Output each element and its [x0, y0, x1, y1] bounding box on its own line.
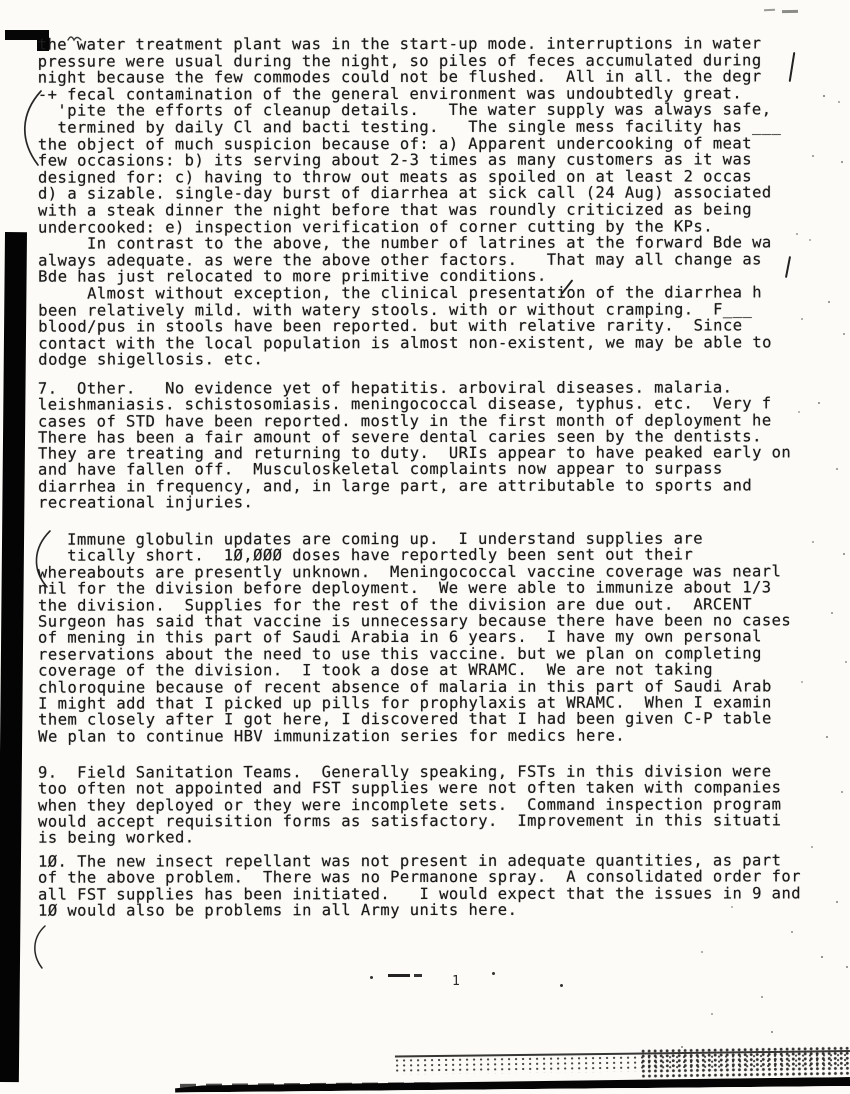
scan-noise-dash-icon [764, 9, 775, 11]
scan-dot-icon [492, 972, 495, 975]
paragraph-7-other: 7. Other. No evidence yet of hepatitis. arboviral diseases. malaria. leishmaniasis. schistosomiasis. meningococcal disease, typhus. etc. Very f cases of STD have been reported. mostly in the first month of deployment he There has been a fair amount of severe dental caries seen by the dentists. They are treating and returning to duty. URIs appear to have peaked early on and have fallen off. Musculoskeletal complaints now appear to surpass diarrhea in frequency, and, in large part, are attributable to sports and recreational injuries. [37, 378, 792, 512]
scan-dot-icon [560, 984, 563, 987]
footer-dash-mark [414, 974, 422, 977]
pen-mark-icon [785, 256, 791, 278]
scan-dot-icon [370, 976, 373, 979]
scan-speckle-noise [0, 0, 2, 2]
scan-noise-dash-icon [782, 10, 798, 13]
paragraph-9-field-sanitation: 9. Field Sanitation Teams. Generally speaking, FSTs in this division were too often not appointed and FST supplies were not often taken with companies when they deployed or they were incomplete sets. Command inspection program would accept requisition forms as satisfactory. Improvement in this situati is being worked. [37, 762, 782, 847]
bottom-scan-noise-band-dense [640, 1046, 850, 1079]
page-number: 1 [452, 974, 460, 989]
footer-dash-mark [388, 974, 410, 977]
left-edge-scan-bar [0, 232, 27, 1082]
paragraph-8-immune-globulin: Immune globulin updates are coming up. I understand supplies are tically short. 1Ø,ØØØ doses have reportedly been sent out their whereabouts are presently unknown. Meningococcal vaccine coverage was nearl nil for the division before deployment. We were able to immunize about 1/3 the division. Supplies for the rest of the division are due out. ARCENT Surgeon has said that vaccine is unnecessary because there have been no cases of mening in this part of Saudi Arabia in 6 years. I have my own personal reservations about the need to use this vaccine. but we plan on completing coverage of the division. I took a dose at WRAMC. We are not taking chloroquine because of recent absence of malaria in this part of Saudi Arab I might add that I picked up pills for prophylaxis at WRAMC. When I examin them closely after I got here, I discovered that I had been given C-P table We plan to continue HBV immunization series for medics here. [37, 529, 792, 746]
pen-mark-icon [789, 52, 796, 82]
paragraph-water-treatment: the water treatment plant was in the start-up mode. interruptions in water pressure were usual during the night, so piles of feces accumulated during night because the few commodes could not be flushed. All in all. the degr -+ fecal contamination of the general environment was undoubtedly great. 'pite the efforts of cleanup details. The water supply was always safe, termined by daily Cl and bacti testing. The single mess facility has ___ the object of much suspicion because of: a) Apparent undercooking of meat few occasions: b) its serving about 2-3 times as many customers as it was designed for: c) having to throw out meats as spoiled on at least 2 occas d) a sizable. single-day burst of diarrhea at sick call (24 Aug) associated with a steak dinner the night before that was roundly criticized as being undercooked: e) inspection verification of corner cutting by the KPs. In contrast to the above, the number of latrines at the forward Bde wa always adequate. as were the above other factors. That may all change as Bde has just relocated to more primitive conditions. Almost without exception, the clinical presentation of the diarrhea h been relatively mild. with watery stools. with or without cramping. F___ blood/pus in stools have been reported. but with relative rarity. Since contact with the local population is almost non-existent, we may be able to dodge shigellosis. etc. [37, 34, 782, 369]
handwritten-paren-icon [29, 924, 49, 970]
paragraph-10-insect-repellant: 1Ø. The new insect repellant was not present in adequate quantities, as part of the above problem. There was no Permanone spray. A consolidated order for all FST supplies has been initiated. I would expect that the issues in 9 and 1Ø would also be problems in all Army units here. [37, 851, 802, 920]
bottom-scan-band [175, 1077, 850, 1092]
